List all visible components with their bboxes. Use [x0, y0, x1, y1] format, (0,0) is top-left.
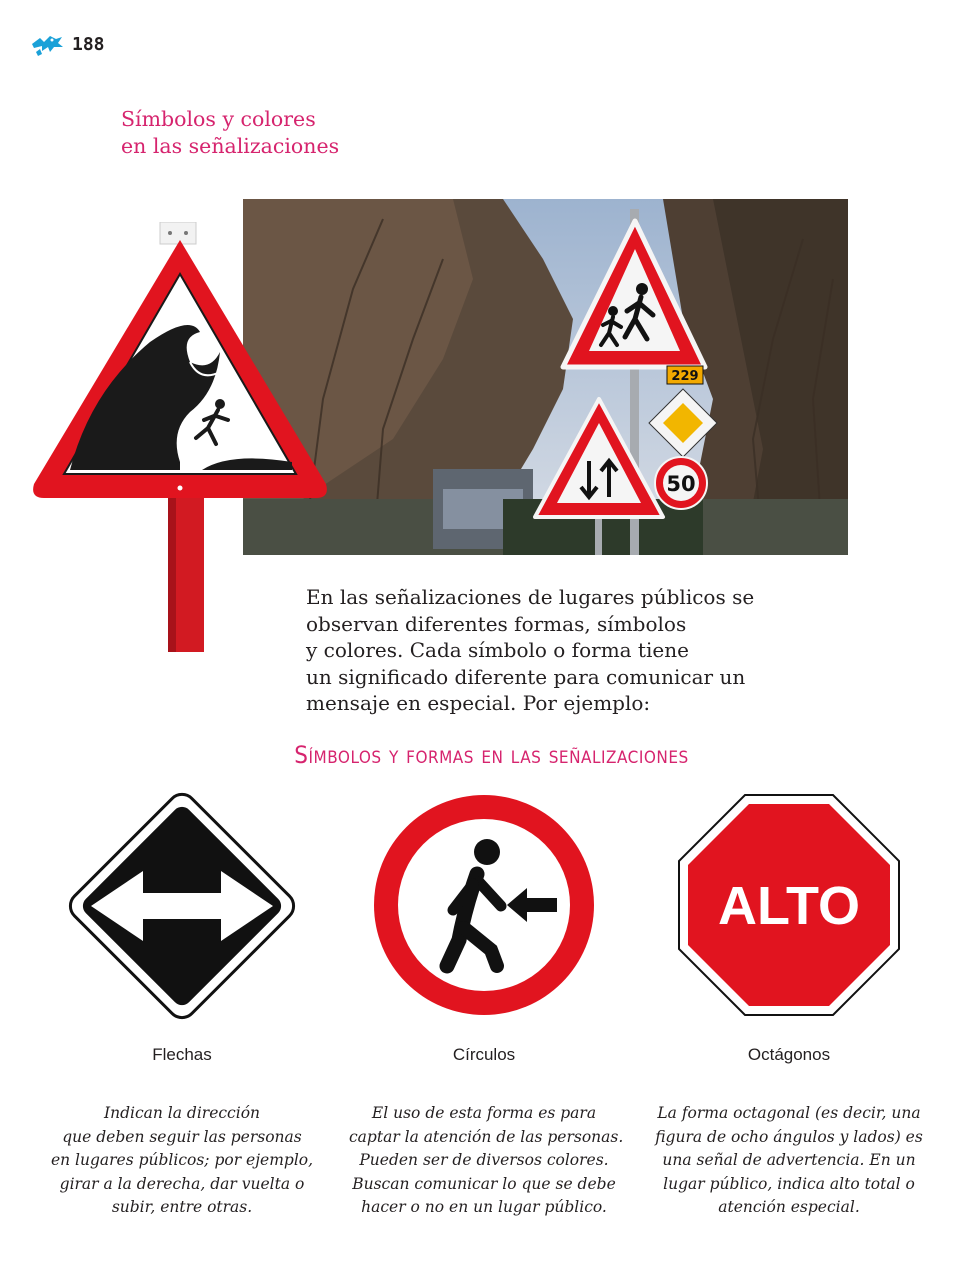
intro-line: y colores. Cada símbolo o forma tiene: [306, 638, 689, 663]
description-line: lugar público, indica alto total o: [663, 1174, 915, 1193]
speed-limit-sign: [655, 457, 707, 509]
sign-number-plate: 229: [671, 369, 699, 384]
description-line: Buscan comunicar lo que se debe: [352, 1174, 616, 1193]
description-line: girar a la derecha, dar vuelta o: [59, 1174, 305, 1193]
subsection-title: Símbolos y formas en las señalizaciones: [294, 741, 689, 769]
street-signs-photo: [243, 199, 848, 555]
section-title-line: en las señalizaciones: [121, 134, 340, 158]
description-line: Indican la dirección: [103, 1104, 261, 1122]
section-title-line: Símbolos y colores: [121, 107, 316, 131]
bird-hand-icon: [30, 30, 64, 58]
tsunami-warning-sign: [30, 222, 330, 654]
page-number: 188: [72, 33, 105, 55]
stop-sign-text: ALTO: [718, 876, 860, 936]
pedestrian-arrow-icon: [369, 790, 599, 1020]
double-arrow-icon: [51, 775, 313, 1037]
section-title: [121, 106, 441, 160]
sign-description-octagonos: [654, 1102, 924, 1220]
sign-circulos: [339, 790, 629, 1020]
description-line: figura de ocho ángulos y lados) es: [655, 1127, 923, 1146]
description-line: una señal de advertencia. En un: [662, 1151, 916, 1169]
description-line: Pueden ser de diversos colores.: [359, 1151, 609, 1169]
intro-line: En las señalizaciones de lugares públicos se: [306, 585, 755, 609]
sign-label-flechas: Flechas: [152, 1045, 212, 1064]
sign-flechas: [37, 775, 327, 1037]
description-line: hacer o no en un lugar público.: [361, 1198, 607, 1216]
intro-line: observan diferentes formas, símbolos: [306, 611, 687, 636]
sign-label-octagonos: Octágonos: [747, 1045, 831, 1064]
description-line: captar la atención de las personas.: [349, 1127, 624, 1146]
intro-line: mensaje en especial. Por ejemplo:: [306, 691, 651, 716]
description-line: El uso de esta forma es para: [371, 1104, 597, 1122]
intro-line: un significado diferente para comunicar un: [306, 664, 746, 689]
stop-sign-icon: [674, 790, 904, 1020]
page-header: [30, 30, 105, 58]
description-line: en lugares públicos; por ejemplo,: [50, 1151, 314, 1169]
sign-octagonos: [644, 790, 934, 1020]
description-line: atención especial.: [718, 1198, 860, 1216]
description-line: subir, entre otras.: [111, 1198, 253, 1216]
description-line: La forma octagonal (es decir, una: [657, 1104, 921, 1122]
sign-description-flechas: [47, 1102, 317, 1220]
sign-label-circulos: Círculos: [452, 1045, 516, 1064]
description-line: que deben seguir las personas: [62, 1127, 302, 1146]
intro-paragraph: [306, 584, 776, 717]
sign-description-circulos: [349, 1102, 624, 1220]
speed-limit-value: 50: [666, 472, 696, 496]
